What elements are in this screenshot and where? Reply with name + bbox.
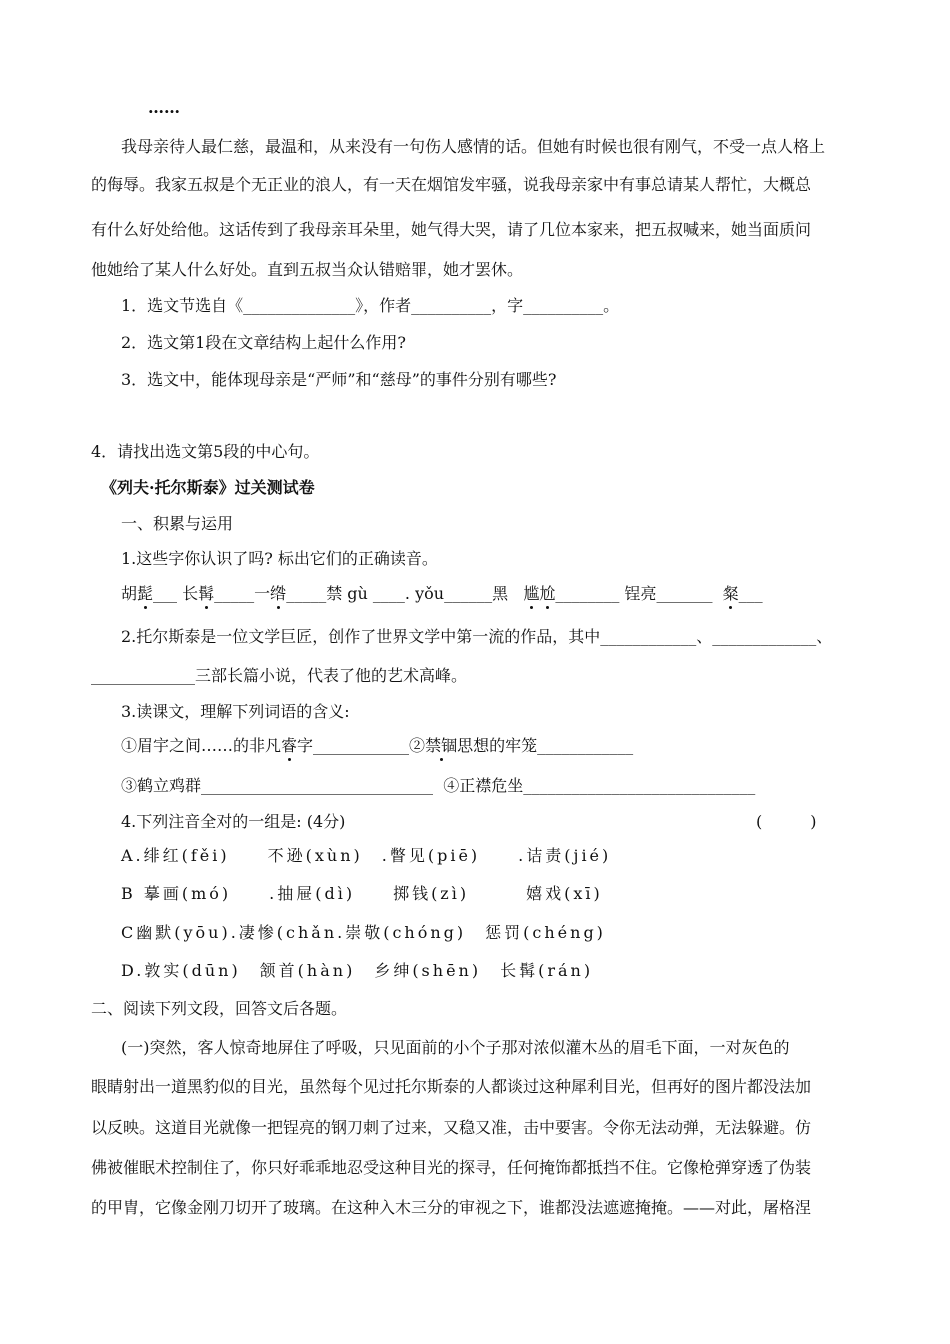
pinyin-c: 一 [254, 584, 271, 603]
option-b: B 摹画(mó) .抽屉(dì) 掷钱(zì) 嬉戏(xī) [121, 884, 603, 903]
s1-question-4: 4.下列注音全对的一组是: (4分) [121, 812, 346, 831]
passage-tolstoy-line-4: 佛被催眠术控制住了，你只好乖乖地忍受这种目光的探寻，任何掩饰都抵挡不住。它像枪弹穿透了伪装 [91, 1158, 812, 1177]
pinyin-g: 锃亮_______ [624, 584, 713, 603]
passage-tolstoy-line-1: (一)突然，客人惊奇地屏住了呼吸，只见面前的小个子那对浓似灌木丛的眉毛下面，一对灰色的 [121, 1038, 790, 1057]
s1-question-2-line-2: _____________三部长篇小说，代表了他的艺术高峰。 [91, 666, 468, 685]
vocab-3: ③鹤立鸡群_____________________________ [121, 776, 434, 795]
question-1: 1．选文节选自《______________》，作者__________，字__________。 [121, 296, 620, 315]
vocab-2-end: 思想的牢笼____________ [457, 736, 634, 755]
vocab-row-1 [121, 738, 633, 754]
section-1-heading: 一、积累与运用 [121, 514, 234, 533]
vocab-row-2 [121, 778, 755, 794]
vocab-2-dot: 禁锢 [425, 736, 458, 755]
option-d: D.敦实(dūn) 颔首(hàn) 乡绅(shēn) 长髯(rán) [121, 961, 594, 980]
s1-question-3: 3.读课文，理解下列词语的含义: [121, 702, 350, 721]
passage-mother-line-1: 我母亲待人最仁慈，最温和，从来没有一句伤人感情的话。但她有时候也很有刚气，不受一点人格上 [121, 137, 826, 156]
question-2: 2．选文第1段在文章结构上起什么作用? [121, 333, 406, 352]
answer-paren: ( ) [756, 812, 817, 831]
vocab-2: ② [409, 736, 426, 755]
section-2-heading: 二、阅读下列文段，回答文后各题。 [91, 999, 348, 1018]
pinyin-c-blank: _____ [286, 584, 327, 603]
pinyin-a-blank: ___ [153, 584, 178, 603]
pinyin-f-dot-1: 尴 [523, 584, 540, 603]
pinyin-a: 胡 [121, 584, 138, 603]
pinyin-c-dot: 绺 [270, 584, 287, 603]
ellipsis: …… [148, 98, 180, 117]
passage-mother-line-2: 的侮辱。我家五叔是个无正业的浪人，有一天在烟馆发牢骚，说我母亲家中有事总请某人帮忙，大概总 [91, 175, 812, 194]
passage-tolstoy-line-5: 的甲胄，它像金刚刀切开了玻璃。在这种入木三分的审视之下，谁都没法遮遮掩掩。——对此，屠格涅 [91, 1198, 812, 1217]
passage-mother-line-4: 他她给了某人什么好处。直到五叔当众认错赔罪，她才罢休。 [91, 260, 524, 279]
pinyin-b-dot: 髯 [198, 584, 215, 603]
vocab-1: ①眉宇之间……的非凡 [121, 736, 282, 755]
option-c: C幽默(yōu).凄惨(chǎn.崇敬(chóng) 惩罚(chéng) [121, 923, 606, 942]
option-a: A.绯红(fěi) 不逊(xùn) .瞥见(piē) .诘责(jié) [121, 846, 612, 865]
passage-tolstoy-line-2: 眼睛射出一道黑豹似的目光，虽然每个见过托尔斯泰的人都谈过这种犀利目光，但再好的图片都没法加 [91, 1077, 812, 1096]
pinyin-e: yǒu______黑 [415, 584, 509, 603]
s1-question-1: 1.这些字你认识了吗? 标出它们的正确读音。 [121, 549, 438, 568]
pinyin-row [121, 586, 763, 602]
question-4: 4．请找出选文第5段的中心句。 [91, 442, 320, 461]
pinyin-h-blank: ___ [738, 584, 763, 603]
question-3: 3．选文中，能体现母亲是“严师”和“慈母”的事件分别有哪些? [121, 370, 557, 389]
vocab-1-end: 字____________ [297, 736, 410, 755]
vocab-4: ④正襟危坐_____________________________ [443, 776, 756, 795]
passage-mother-line-3: 有什么好处给他。这话传到了我母亲耳朵里，她气得大哭，请了几位本家来，把五叔喊来，她当面质问 [91, 220, 812, 239]
pinyin-d: 禁 gù ____. [326, 584, 410, 603]
s1-question-2-line-1: 2.托尔斯泰是一位文学巨匠，创作了世界文学中第一流的作品，其中____________、_____________、 [121, 627, 833, 646]
pinyin-a-dot: 髭 [137, 584, 154, 603]
pinyin-b-blank: _____ [214, 584, 255, 603]
passage-tolstoy-line-3: 以反映。这道目光就像一把锃亮的钢刀刺了过来，又稳又准，击中要害。令你无法动弹，无法躲避。仿 [91, 1118, 812, 1137]
pinyin-b: 长 [182, 584, 199, 603]
pinyin-f-dot-2: 尬 [539, 584, 556, 603]
pinyin-f-blank: ________ [555, 584, 620, 603]
vocab-1-dot: 睿 [281, 736, 298, 755]
pinyin-h-dot: 粲 [722, 584, 739, 603]
test-title: 《列夫·托尔斯泰》过关测试卷 [101, 478, 315, 497]
